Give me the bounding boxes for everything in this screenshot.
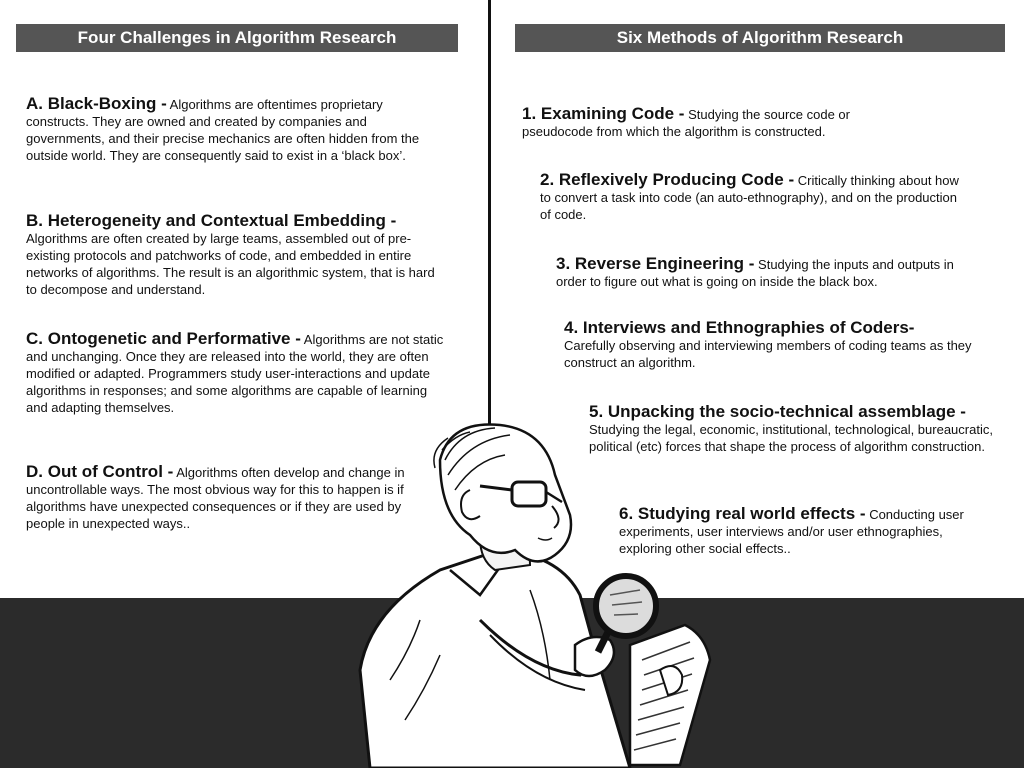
method-title: 4. Interviews and Ethnographies of Coders- <box>564 318 915 337</box>
challenge-item-c <box>26 329 446 416</box>
method-text: Carefully observing and interviewing members of coding teams as they construct an algorithm. <box>564 338 972 370</box>
challenge-title: C. Ontogenetic and Performative - <box>26 329 301 348</box>
challenge-text: Algorithms are oftentimes proprietary constructs. They are owned and created by companies and governments, and their precise mechanics are often hidden from the outside world. They are consequently said to exist in a ‘black box’. <box>26 97 420 163</box>
method-text: Conducting user experiments, user interviews and/or user ethnographies, exploring other social effects.. <box>619 507 964 556</box>
method-text: Critically thinking about how to convert a task into code (an auto-ethnography), and on the production of code. <box>540 173 959 222</box>
method-title: 3. Reverse Engineering - <box>556 254 755 273</box>
challenge-text: Algorithms are often created by large teams, assembled out of pre-existing protocols and patchworks of code, and embedded in entire networks of algorithms. The result is an algorithmic system, that is hard to decompose and understand. <box>26 231 435 297</box>
method-item-4 <box>564 318 984 371</box>
method-text: Studying the source code or pseudocode from which the algorithm is constructed. <box>522 107 850 139</box>
method-item-2 <box>540 170 970 223</box>
method-title: 6. Studying real world effects - <box>619 504 866 523</box>
method-text: Studying the legal, economic, institutional, technological, bureaucratic, political (etc) forces that shape the process of algorithm construction. <box>589 422 993 454</box>
man-with-magnifying-glass-icon <box>330 420 740 768</box>
challenge-title: A. Black-Boxing - <box>26 94 167 113</box>
method-title: 2. Reflexively Producing Code - <box>540 170 795 189</box>
method-title: 1. Examining Code - <box>522 104 685 123</box>
challenge-text: Algorithms often develop and change in uncontrollable ways. The most obvious way for this to happen is if algorithms have unexpected consequences or if they are used by people in unexpected ways.. <box>26 465 405 531</box>
challenge-title: D. Out of Control - <box>26 462 174 481</box>
method-item-3 <box>556 254 976 290</box>
challenge-item-b <box>26 211 446 298</box>
challenge-title: B. Heterogeneity and Contextual Embedding - <box>26 211 397 230</box>
challenge-text: Algorithms are not static and unchanging. Once they are released into the world, they are often modified or adapted. Programmers study user-interactions and update algorithms in responses; and some algorithms are capable of learning and adapting themselves. <box>26 332 444 415</box>
challenges-header: Four Challenges in Algorithm Research <box>16 24 458 52</box>
methods-header: Six Methods of Algorithm Research <box>515 24 1005 52</box>
method-title: 5. Unpacking the socio-technical assemblage - <box>589 402 966 421</box>
challenge-item-a <box>26 94 446 164</box>
method-item-1 <box>522 104 882 140</box>
method-text: Studying the inputs and outputs in order to figure out what is going on inside the black box. <box>556 257 954 289</box>
